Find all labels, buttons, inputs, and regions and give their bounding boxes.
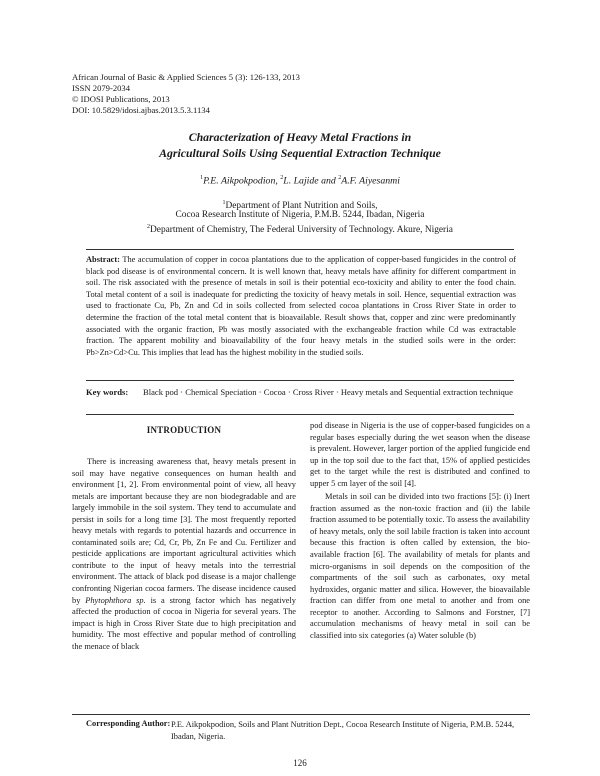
affiliation-1-line-1: Department of Plant Nutrition and Soils, <box>225 201 378 212</box>
corresponding-author-label: Corresponding Author: <box>86 719 171 728</box>
intro-paragraph-2: Metals in soil can be divided into two fractions [5]: (i) Inert fraction assumed as the non-toxic fraction and (ii) the labile fraction assumed to be potentially toxic. To assess the availability of heavy metals, only the soil labile fraction is taken into account because this fraction is often called by extension, the bio-available fraction [6]. The availability of metals for plants and micro-organisms in soil depends on the composition of the compartments of the soil such as carbonates, oxy metal hydroxides, organic matter and silica. However, the bioavailable fraction can differ from one metal to another and from one receptor to another. According to Salmons and Forstner, [7] accumulation mechanisms of heavy metal in soil can be classified into six categories (a) Water soluble (b) <box>310 492 530 640</box>
affiliation-2-text: Department of Chemistry, The Federal University of Technology. Akure, Nigeria <box>150 225 453 236</box>
intro-paragraph-1 <box>72 456 296 652</box>
right-column <box>310 420 530 641</box>
title-line-2: Agricultural Soils Using Sequential Extraction Technique <box>159 146 441 160</box>
affiliation-1-mark: 1 <box>222 200 226 206</box>
keywords-label: Key words: <box>86 387 129 397</box>
affiliation-2-mark: 2 <box>147 224 151 230</box>
affiliation-1-address: Cocoa Research Institute of Nigeria, P.M.B. 5244, Ibadan, Nigeria <box>175 210 425 220</box>
author-2-affil-mark: 2 <box>280 175 284 181</box>
abstract-top-rule <box>86 249 514 250</box>
author-3: A.F. Aiyesanmi <box>341 175 400 187</box>
intro-p1-text-end: is a strong factor which has negatively affected the production of cocoa in Nigeria for several years. The impact is high in Cross River State due to high precipitation and humidity. The most effective and popular method of controlling the menace of black <box>72 595 296 651</box>
intro-p1-species: Phytophthora sp. <box>85 595 146 605</box>
author-list <box>60 172 540 187</box>
affiliation-2 <box>60 221 540 236</box>
copyright: © IDOSI Publications, 2013 <box>72 94 170 104</box>
paper-title <box>60 129 540 161</box>
doi: DOI: 10.5829/idosi.ajbas.2013.5.3.1134 <box>72 105 210 115</box>
footer-rule <box>72 714 530 715</box>
keywords-text: Black pod · Chemical Speciation · Cocoa · Cross River · Heavy metals and Sequential extraction technique <box>143 387 513 397</box>
title-line-1: Characterization of Heavy Metal Fractions in <box>188 130 412 144</box>
corresponding-author-text: P.E. Aikpokpodion, Soils and Plant Nutrition Dept., Cocoa Research Institute of Nigeria, P.M.B. 5244, Ibadan, Nigeria. <box>171 720 515 741</box>
issn: ISSN 2079-2034 <box>72 83 131 93</box>
abstract-label: Abstract: <box>86 255 120 264</box>
page-number: 126 <box>293 758 307 768</box>
author-3-affil-mark: 2 <box>338 175 342 181</box>
section-heading-introduction: INTRODUCTION <box>146 425 222 435</box>
abstract <box>86 254 516 358</box>
intro-paragraph-1-continued: pod disease in Nigeria is the use of copper-based fungicides on a regular bases especially during the wet season when the disease is prevalent. However, larger portion of the applied fungicide end up in the top soil due to the fact that, 15% of applied pesticides get to the target while the rest is distributed and confined to upper 5 cm layer of the soil [4]. <box>310 421 530 488</box>
abstract-text: The accumulation of copper in cocoa plantations due to the application of copper-based fungicides in the control of black pod disease is of environmental concern. It is well known that, heavy metals have affinity for different compartment in soil. The risk associated with the presence of metals in soil is their potential eco-toxicity and ability to enter the food chain. Total metal content of a soil is inadequate for predicting the toxicity of heavy metals in soil. Hence, sequential extraction was used to fractionate Cu, Pb, Zn and Cd in soils collected from selected cocoa plantations in Cross River State in order to determine the fraction of the total metal content that is bioavailable. Result shows that, copper and zinc were predominantly associated with the organic fraction, Pb was mostly associated with the exchangeable fraction while Cd was extractable fraction. The apparent mobility and bioavailability of the four heavy metals in the studied soils were in the order: Pb>Zn>Cd>Cu. This implies that lead has the highest mobility in the studied soils. <box>86 255 516 357</box>
author-2: L. Lajide and <box>283 175 339 187</box>
keywords-bottom-rule <box>86 414 514 415</box>
journal-citation: African Journal of Basic & Applied Sciences 5 (3): 126-133, 2013 <box>72 72 300 82</box>
abstract-bottom-rule <box>86 380 514 381</box>
intro-p1-text: There is increasing awareness that, heavy metals present in soil may have negative consequences on human health and environment [1, 2]. From environmental point of view, all heavy metals are important because they are non biodegradable and are largely immobile in the soil system. They tend to accumulate and persist in soils for a long time [3]. The most frequently reported heavy metals with regards to potential hazards and occurrence in contaminated soils are; Cd, Cr, Pb, Zn Fe and Cu. Fertilizer and pesticide applications are important agricultural activities which contribute to the input of heavy metals into the terrestrial environment. The attack of black pod disease is a major challenge confronting Nigerian cocoa farmers. The disease incidence caused by <box>72 457 296 605</box>
author-1-affil-mark: 1 <box>200 175 204 181</box>
author-1: P.E. Aikpokpodion, <box>203 175 281 187</box>
left-column <box>72 456 296 652</box>
